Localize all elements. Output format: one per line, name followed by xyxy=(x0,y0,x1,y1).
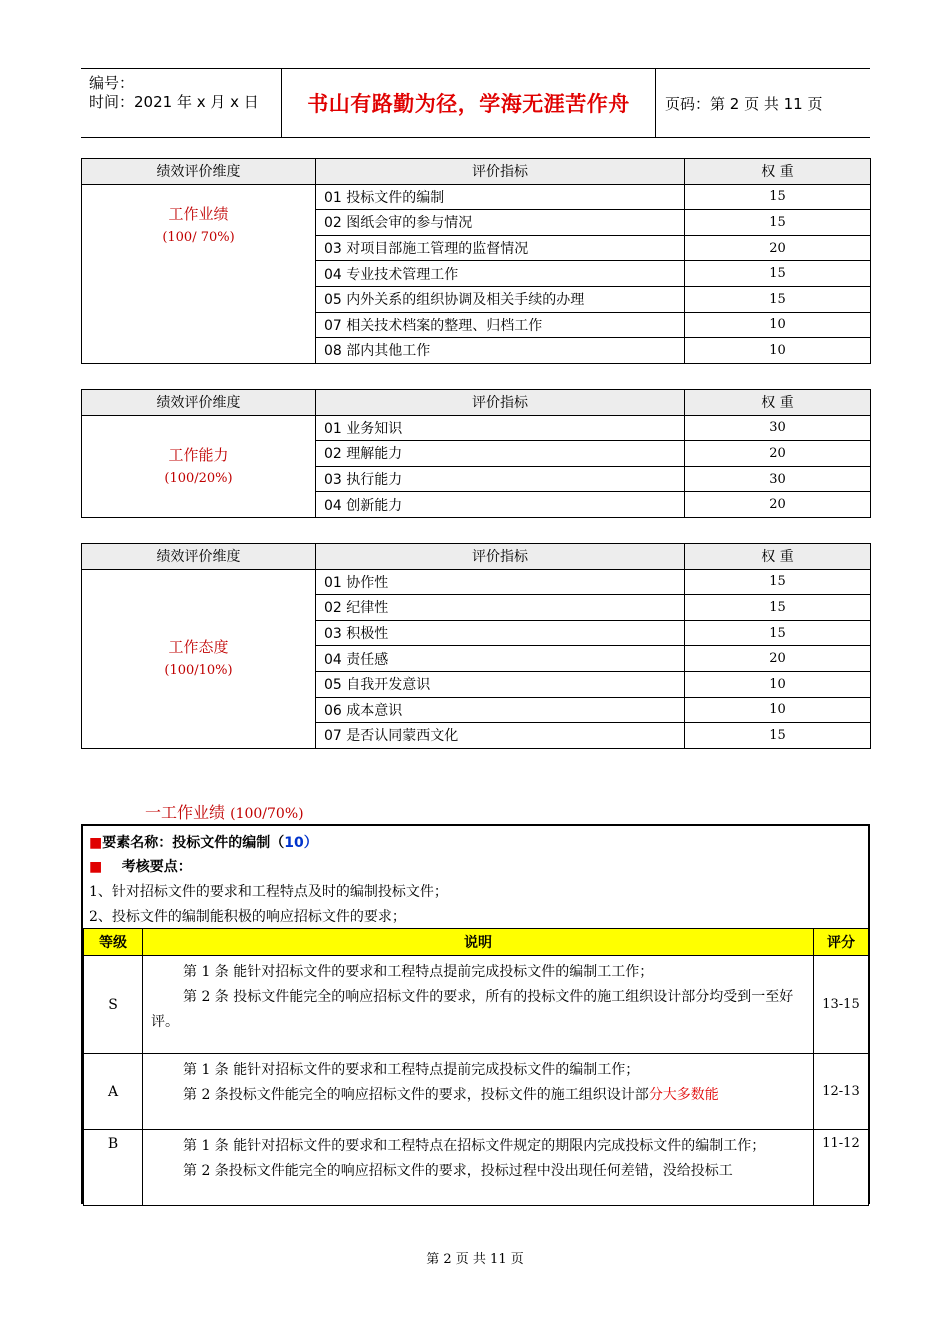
indicator-cell: 02 纪律性 xyxy=(316,595,685,621)
indicator-cell: 05 内外关系的组织协调及相关手续的办理 xyxy=(316,286,685,312)
grade-table xyxy=(83,928,869,1206)
indicator-cell: 04 创新能力 xyxy=(316,492,685,518)
rule-1: 第 1 条 能针对招标文件的要求和工程特点提前完成投标文件的编制工工作； xyxy=(183,964,654,980)
grade-cell: S xyxy=(84,956,143,1054)
rule-2-text: 第 2 条投标文件能完全的响应招标文件的要求，投标文件的施工组织设计部 xyxy=(183,1087,649,1103)
rule-2: 第 2 条投标文件能完全的响应招标文件的要求，投标过程中没出现任何差错，没给投标工 xyxy=(183,1163,733,1179)
rule-1: 第 1 条 能针对招标文件的要求和工程特点提前完成投标文件的编制工作； xyxy=(183,1062,640,1078)
header-weight: 权 重 xyxy=(685,544,871,570)
number-label: 编号： xyxy=(89,74,135,92)
header-right-cell xyxy=(656,69,870,137)
score-cell: 12-13 xyxy=(814,1054,869,1130)
section-title-percent: (100/70%) xyxy=(230,806,304,822)
point-2: 2、投标文件的编制能积极的响应招标文件的要求； xyxy=(89,909,406,925)
dimension-name: 工作业绩 xyxy=(168,204,229,223)
rule-1: 第 1 条 能针对招标文件的要求和工程特点在招标文件规定的期限内完成投标文件的编制工作； xyxy=(183,1138,766,1154)
description-cell xyxy=(143,956,814,1054)
header-indicator: 评价指标 xyxy=(316,544,685,570)
dimension-percent: (100/ 70%) xyxy=(162,229,235,245)
points-line xyxy=(89,856,192,876)
table-header-row xyxy=(82,159,871,185)
weight-cell: 15 xyxy=(685,210,871,236)
score-cell: 11-12 xyxy=(814,1130,869,1206)
header-center-cell xyxy=(282,69,656,137)
indicator-cell: 02 图纸会审的参与情况 xyxy=(316,210,685,236)
indicator-cell: 04 专业技术管理工作 xyxy=(316,261,685,287)
grade-header-row xyxy=(84,929,869,956)
page-info: 页码：第 2 页 共 11 页 xyxy=(665,94,823,113)
red-square-icon: ■ xyxy=(89,859,103,875)
dimension-cell xyxy=(82,415,316,517)
grade-row-b xyxy=(84,1130,869,1206)
time-label: 时间：2021 年 x 月 x 日 xyxy=(89,93,259,111)
dimension-percent: (100/20%) xyxy=(164,470,233,486)
red-square-icon: ■ xyxy=(89,835,103,851)
dimension-name: 工作态度 xyxy=(168,637,229,656)
weight-cell: 15 xyxy=(685,286,871,312)
weight-cell: 20 xyxy=(685,492,871,518)
grade-row-s xyxy=(84,956,869,1054)
rule-2-highlight: 分大多数能 xyxy=(648,1087,719,1103)
weight-cell: 15 xyxy=(685,569,871,595)
criteria-table-ability xyxy=(81,389,871,518)
dimension-cell xyxy=(82,569,316,748)
grade-cell: A xyxy=(84,1054,143,1130)
table-row xyxy=(82,184,871,210)
weight-cell: 10 xyxy=(685,312,871,338)
indicator-cell: 03 对项目部施工管理的监督情况 xyxy=(316,235,685,261)
description-cell xyxy=(143,1054,814,1130)
motto: 书山有路勤为径，学海无涯苦作舟 xyxy=(307,92,630,116)
indicator-cell: 07 相关技术档案的整理、归档工作 xyxy=(316,312,685,338)
weight-cell: 10 xyxy=(685,697,871,723)
element-name-label: 要素名称：投标文件的编制（ xyxy=(102,835,285,851)
weight-cell: 15 xyxy=(685,723,871,749)
element-name-close: ） xyxy=(303,835,318,851)
header-score: 评分 xyxy=(814,929,869,956)
weight-cell: 20 xyxy=(685,646,871,672)
header-indicator: 评价指标 xyxy=(316,390,685,416)
header-dimension: 绩效评价维度 xyxy=(82,390,316,416)
element-block xyxy=(81,824,870,1204)
score-cell: 13-15 xyxy=(814,956,869,1054)
criteria-table-performance xyxy=(81,158,871,364)
indicator-cell: 03 执行能力 xyxy=(316,466,685,492)
indicator-cell: 05 自我开发意识 xyxy=(316,671,685,697)
description-cell xyxy=(143,1130,814,1206)
points-label: 考核要点： xyxy=(121,859,192,875)
indicator-cell: 02 理解能力 xyxy=(316,441,685,467)
weight-cell: 10 xyxy=(685,671,871,697)
indicator-cell: 08 部内其他工作 xyxy=(316,338,685,364)
header-description: 说明 xyxy=(143,929,814,956)
indicator-cell: 04 责任感 xyxy=(316,646,685,672)
table-header-row xyxy=(82,390,871,416)
dimension-cell xyxy=(82,184,316,363)
weight-cell: 30 xyxy=(685,466,871,492)
rule-2: 第 2 条 投标文件能完全的响应招标文件的要求，所有的投标文件的施工组织设计部分均受到一至好评。 xyxy=(151,989,794,1030)
table-header-row xyxy=(82,544,871,570)
criteria-table-attitude xyxy=(81,543,871,749)
dimension-percent: (100/10%) xyxy=(164,662,233,678)
weight-cell: 20 xyxy=(685,441,871,467)
weight-cell: 15 xyxy=(685,595,871,621)
weight-cell: 20 xyxy=(685,235,871,261)
header-grade: 等级 xyxy=(84,929,143,956)
weight-cell: 30 xyxy=(685,415,871,441)
grade-cell: B xyxy=(84,1130,143,1206)
weight-cell: 10 xyxy=(685,338,871,364)
table-row xyxy=(82,569,871,595)
table-row xyxy=(82,415,871,441)
header-weight: 权 重 xyxy=(685,159,871,185)
indicator-cell: 01 业务知识 xyxy=(316,415,685,441)
weight-cell: 15 xyxy=(685,184,871,210)
page-footer: 第 2 页 共 11 页 xyxy=(426,1252,524,1267)
element-name-number: 10 xyxy=(284,835,304,851)
element-name-line xyxy=(89,832,318,852)
header-dimension: 绩效评价维度 xyxy=(82,544,316,570)
indicator-cell: 01 投标文件的编制 xyxy=(316,184,685,210)
weight-cell: 15 xyxy=(685,261,871,287)
indicator-cell: 01 协作性 xyxy=(316,569,685,595)
point-1: 1、针对招标文件的要求和工程特点及时的编制投标文件； xyxy=(89,884,448,900)
grade-row-a xyxy=(84,1054,869,1130)
indicator-cell: 07 是否认同蒙西文化 xyxy=(316,723,685,749)
page-header xyxy=(81,68,870,138)
header-dimension: 绩效评价维度 xyxy=(82,159,316,185)
header-indicator: 评价指标 xyxy=(316,159,685,185)
dimension-name: 工作能力 xyxy=(168,445,229,464)
indicator-cell: 03 积极性 xyxy=(316,620,685,646)
indicator-cell: 06 成本意识 xyxy=(316,697,685,723)
weight-cell: 15 xyxy=(685,620,871,646)
rule-2 xyxy=(151,1083,807,1108)
section-title-text: 一工作业绩 xyxy=(145,803,226,822)
header-left-cell xyxy=(81,69,282,137)
section-title xyxy=(145,800,304,823)
header-weight: 权 重 xyxy=(685,390,871,416)
